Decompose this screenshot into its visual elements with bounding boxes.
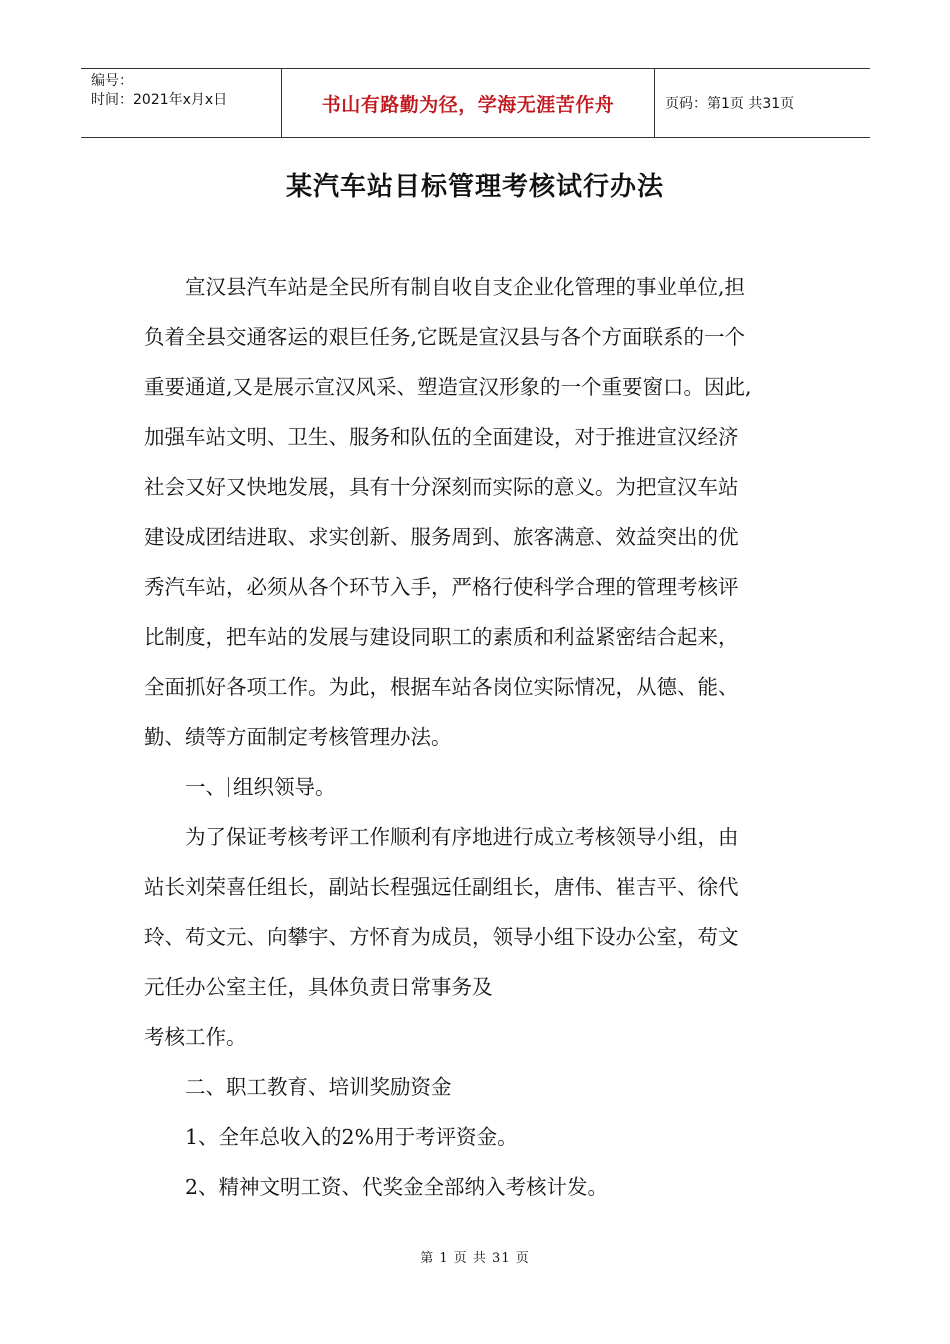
intro-line: 比制度，把车站的发展与建设同职工的素质和利益紧密结合起来， xyxy=(144,625,739,649)
intro-line: 负着全县交通客运的艰巨任务,它既是宣汉县与各个方面联系的一个 xyxy=(144,325,746,349)
section-1-line: 元任办公室主任，具体负责日常事务及 xyxy=(144,975,493,999)
intro-line: 重要通道,又是展示宣汉风采、塑造宣汉形象的一个重要窗口。因此, xyxy=(144,375,752,399)
section-1-line: 考核工作。 xyxy=(144,1025,247,1049)
section-1-line: 为了保证考核考评工作顺利有序地进行成立考核领导小组，由 xyxy=(185,825,739,849)
intro-line: 宣汉县汽车站是全民所有制自收自支企业化管理的事业单位,担 xyxy=(185,275,746,299)
header-page-info: 页码：第1页 共31页 xyxy=(665,96,795,112)
number-label: 编号： xyxy=(91,73,133,89)
section-2-item: 2、精神文明工资、代奖金全部纳入考核计发。 xyxy=(185,1175,609,1199)
section-2-item: 1、全年总收入的2%用于考评资金。 xyxy=(185,1125,518,1149)
page-footer: 第 1 页 共 31 页 xyxy=(420,1251,530,1266)
intro-line: 全面抓好各项工作。为此，根据车站各岗位实际情况，从德、能、 xyxy=(144,675,739,699)
section-1-heading xyxy=(144,762,824,812)
intro-line: 秀汽车站，必须从各个环节入手，严格行使科学合理的管理考核评 xyxy=(144,575,739,599)
section-1-line: 站长刘荣喜任组长，副站长程强远任副组长，唐伟、崔吉平、徐代 xyxy=(144,875,739,899)
intro-line: 勤、绩等方面制定考核管理办法。 xyxy=(144,725,452,749)
header-table xyxy=(81,68,870,138)
section-1-line: 玲、苟文元、向攀宇、方怀育为成员，领导小组下设办公室，苟文 xyxy=(144,925,739,949)
document-title: 某汽车站目标管理考核试行办法 xyxy=(285,172,664,202)
section-1-title: 组织领导。 xyxy=(233,775,336,799)
text-cursor xyxy=(228,777,229,797)
section-2-heading: 二、职工教育、培训奖励资金 xyxy=(185,1075,452,1099)
section-1-prefix: 一、 xyxy=(185,775,226,799)
intro-line: 社会又好又快地发展，具有十分深刻而实际的意义。为把宣汉车站 xyxy=(144,475,739,499)
document-body xyxy=(144,262,824,1212)
time-label: 时间：2021年x月x日 xyxy=(91,92,228,108)
intro-line: 建设成团结进取、求实创新、服务周到、旅客满意、效益突出的优 xyxy=(144,525,739,549)
header-motto: 书山有路勤为径，学海无涯苦作舟 xyxy=(282,69,655,137)
intro-line: 加强车站文明、卫生、服务和队伍的全面建设，对于推进宣汉经济 xyxy=(144,425,739,449)
header-meta-cell xyxy=(81,69,282,137)
